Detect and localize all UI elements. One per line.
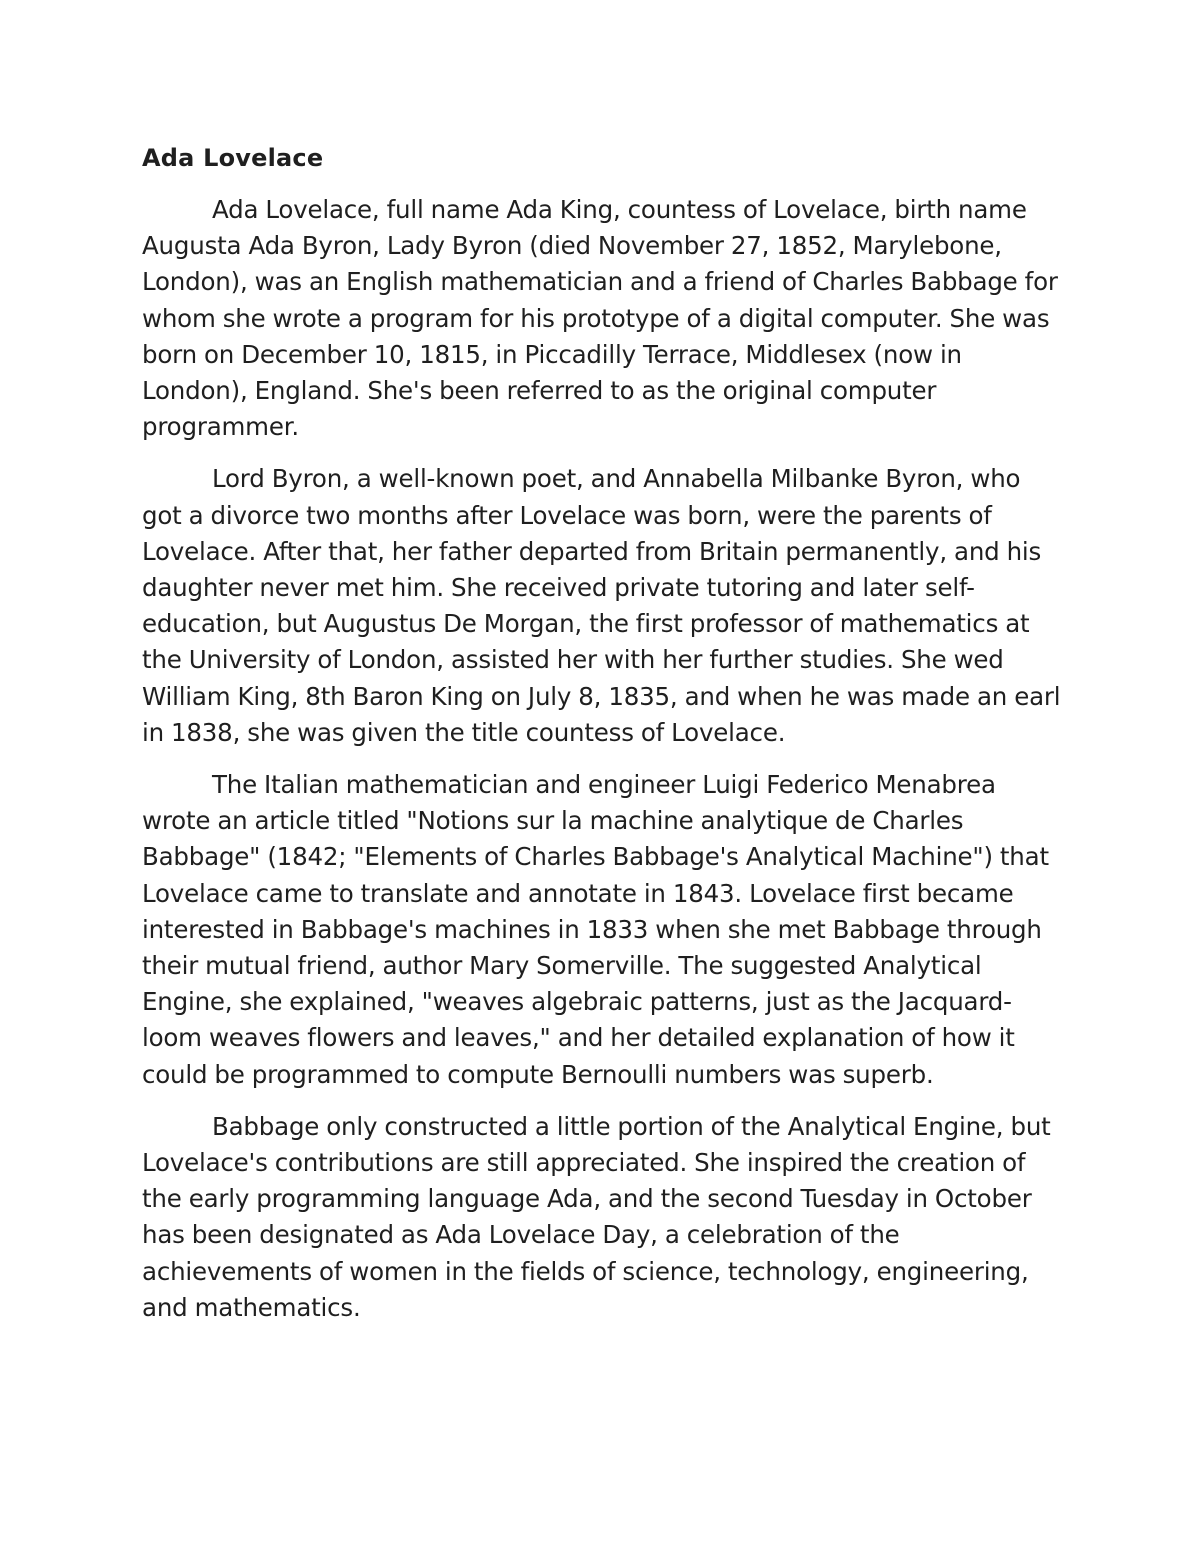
paragraph-introduction: Ada Lovelace, full name Ada King, countess of Lovelace, birth name Augusta Ada Byron, Lady Byron (died November 27, 1852, Marylebone, London), was an English mathematician and a friend of Charles Babbage for whom she wrote a program for his prototype of a digital computer. She was born on December 10, 1815, in Piccadilly Terrace, Middlesex (now in London), England. She's been referred to as the original computer programmer. — [142, 195, 1058, 442]
document-title: Ada Lovelace — [142, 144, 324, 172]
document-body — [142, 140, 1062, 1342]
paragraph-early-life: Lord Byron, a well-known poet, and Annabella Milbanke Byron, who got a divorce two months after Lovelace was born, were the parents of Lovelace. After that, her father departed from Britain permanently, and his daughter never met him. She received private tutoring and later self-education, but Augustus De Morgan, the first professor of mathematics at the University of London, assisted her with her further studies. She wed William King, 8th Baron King on July 8, 1835, and when he was made an earl in 1838, she was given the title countess of Lovelace. — [142, 464, 1061, 747]
paragraph-analytical-engine: The Italian mathematician and engineer Luigi Federico Menabrea wrote an article titled "Notions sur la machine analytique de Charles Babbage" (1842; "Elements of Charles Babbage's Analytical Machine") that Lovelace came to translate and annotate in 1843. Lovelace first became interested in Babbage's machines in 1833 when she met Babbage through their mutual friend, author Mary Somerville. The suggested Analytical Engine, she explained, "weaves algebraic patterns, just as the Jacquard-loom weaves flowers and leaves," and her detailed explanation of how it could be programmed to compute Bernoulli numbers was superb. — [142, 770, 1049, 1089]
paragraph-legacy: Babbage only constructed a little portion of the Analytical Engine, but Lovelace's contributions are still appreciated. She inspired the creation of the early programming language Ada, and the second Tuesday in October has been designated as Ada Lovelace Day, a celebration of the achievements of women in the fields of science, technology, engineering, and mathematics. — [142, 1111, 1051, 1322]
